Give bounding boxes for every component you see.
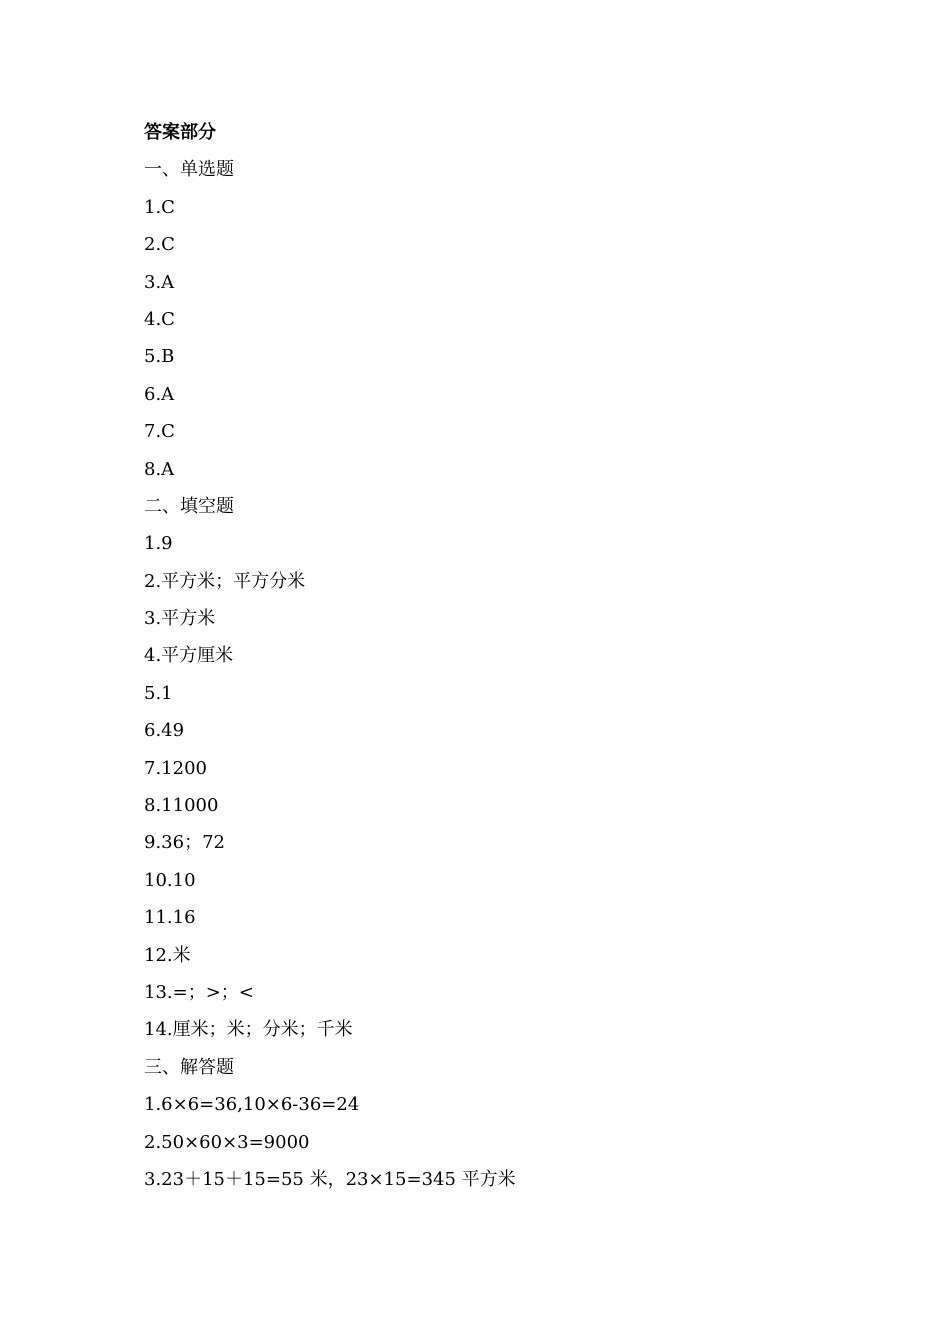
answer-item: 14.厘米；米；分米；千米 (144, 1019, 353, 1041)
answer-item: 13.=；>；< (144, 981, 254, 1003)
answer-item: 9.36；72 (144, 832, 225, 854)
section-single-choice (144, 151, 904, 488)
answer-item: 5.1 (144, 682, 173, 704)
answer-item: 7.C (144, 421, 175, 443)
answer-item: 1.C (144, 196, 175, 218)
answer-item: 8.A (144, 458, 175, 480)
section-fill-in-blank (144, 488, 904, 1049)
answer-item: 5.B (144, 346, 175, 368)
answer-item: 2.50×60×3=9000 (144, 1131, 310, 1153)
answer-item: 8.11000 (144, 795, 219, 817)
answer-item: 6.49 (144, 720, 185, 742)
answer-item: 7.1200 (144, 757, 207, 779)
answer-item: 12.米 (144, 944, 191, 966)
answer-item: 4.平方厘米 (144, 645, 234, 667)
answer-item: 2.C (144, 234, 175, 256)
answer-item: 1.9 (144, 533, 173, 555)
document-title: 答案部分 (144, 122, 216, 143)
answer-item: 6.A (144, 383, 175, 405)
answer-item: 3.A (144, 271, 175, 293)
answer-item: 1.6×6=36,10×6-36=24 (144, 1094, 360, 1116)
answer-item: 3.23＋15＋15=55 米，23×15=345 平方米 (144, 1168, 516, 1190)
section-heading: 一、单选题 (144, 159, 234, 181)
answer-item: 10.10 (144, 869, 196, 891)
answer-item: 2.平方米；平方分米 (144, 570, 306, 592)
section-heading: 二、填空题 (144, 495, 234, 517)
section-problem-solving (144, 1049, 904, 1199)
answer-item: 3.平方米 (144, 608, 216, 630)
answer-document (144, 114, 904, 1198)
section-heading: 三、解答题 (144, 1056, 234, 1078)
answer-item: 11.16 (144, 907, 196, 929)
answer-item: 4.C (144, 308, 175, 330)
